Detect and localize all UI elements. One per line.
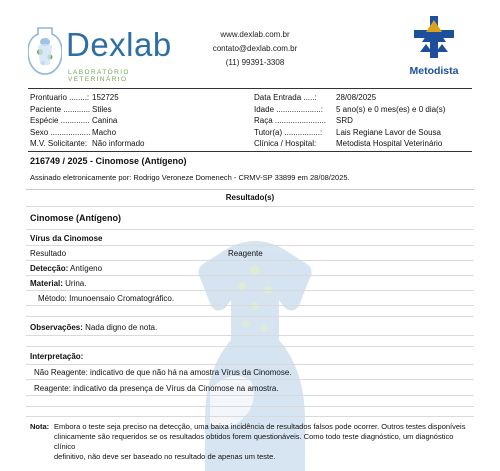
interpretation-line: Não Reagente: indicativo de que não há na amostra Vírus da Cinomose. [34, 368, 292, 377]
row-divider [26, 335, 474, 336]
signature-line: Assinado eletronicamente por: Rodrigo Veroneze Domenech - CRMV-SP 33899 em 28/08/2025. [30, 173, 350, 182]
value-sexo: Macho [92, 127, 117, 137]
label-sexo: Sexo .................. [30, 127, 91, 137]
result-label: Resultado [30, 249, 67, 258]
row-divider [26, 260, 474, 261]
metodista-cross-icon [412, 16, 456, 58]
dexlab-logo [28, 24, 188, 83]
row-divider [26, 316, 474, 317]
email-link[interactable]: contato@dexlab.com.br [212, 44, 298, 53]
detection-label: Detecção: [30, 264, 69, 273]
material-value: Urina. [65, 279, 87, 288]
results-header-line [26, 206, 474, 207]
row-divider [26, 275, 474, 276]
report-header [0, 0, 500, 88]
row-divider [26, 305, 474, 306]
value-prontuario: 152725 [92, 93, 119, 102]
material-label: Material: [30, 279, 63, 288]
exam-title: 216749 / 2025 - Cinomose (Antígeno) [30, 156, 187, 166]
value-tutor: Lais Regiane Lavor de Sousa [336, 127, 441, 137]
logo-wordmark: Dexlab [66, 26, 172, 63]
label-clinica: Clínica / Hospital: [254, 139, 317, 149]
row-divider [26, 229, 474, 230]
row-divider [26, 346, 474, 347]
label-idade: Idade ....................: [254, 104, 323, 114]
interpretation-label: Interpretação: [30, 352, 84, 361]
label-paciente: Paciente ............ [30, 104, 91, 114]
row-divider [26, 379, 474, 380]
header-divider [28, 88, 472, 89]
subsection-title: Vírus da Cinomose [30, 234, 103, 243]
info-divider [28, 151, 472, 152]
label-especie: Espécie ............. [30, 116, 90, 126]
observations-value: Nada digno de nota. [85, 323, 158, 332]
detection-row [30, 264, 102, 273]
row-divider [26, 406, 474, 407]
nota-body [54, 422, 474, 462]
method-text: Método: Imunoensaio Cromatográfico. [38, 294, 175, 303]
dog-bottle-icon [28, 24, 62, 76]
row-divider [26, 290, 474, 291]
metodista-label: Metodista [409, 65, 459, 77]
value-clinica: Metodista Hospital Veterinário [336, 139, 443, 149]
value-solicitante: Não informado [92, 139, 145, 149]
row-divider [26, 395, 474, 396]
result-value: Reagente [228, 249, 263, 258]
section-title: Cinomose (Antígeno) [30, 213, 121, 223]
nota-line: Embora o teste seja preciso na detecção, uma baixa incidência de resultados falsos pode ocorrer. Outros testes disponíveis [54, 422, 466, 431]
nota-line: definitivo, não deve ser baseado no resultado de apenas um teste. [54, 452, 276, 461]
value-idade: 5 ano(s) e 0 mes(es) e 0 dia(s) [336, 104, 446, 114]
detection-value: Antígeno [70, 264, 103, 273]
label-tutor: Tutor(a) ................: [254, 127, 323, 137]
label-prontuario: Prontuario ........: [30, 93, 90, 102]
label-solicitante: M.V. Solicitante: [30, 139, 88, 149]
interpretation-line: Reagente: indicativo da presença de Vírus da Cinomose na amostra. [34, 384, 279, 393]
value-data-entrada: 28/08/2025 [336, 93, 377, 102]
value-especie: Canina [92, 116, 118, 126]
logo-subtitle: LABORATÓRIO VETERINÁRIO [68, 69, 130, 83]
row-divider [26, 245, 474, 246]
nota-label: Nota: [30, 422, 50, 431]
results-header: Resultado(s) [225, 193, 275, 202]
label-data-entrada: Data Entrada .....: [254, 93, 317, 102]
value-paciente: Stiles [92, 104, 112, 114]
observations-label: Observações: [30, 323, 83, 332]
contact-block [200, 28, 310, 70]
observations-row [30, 323, 157, 332]
website-link[interactable]: www.dexlab.com.br [220, 30, 290, 39]
nota-line: clinicamente são requeridos se os resultados obtidos forem questionáveis. Como todo teste diagnóstico, um diagnóstico clínico [54, 432, 454, 451]
label-raca: Raça ....................... [254, 116, 327, 126]
material-row [30, 279, 86, 288]
row-divider [26, 416, 474, 417]
phone-number: (11) 99391-3308 [225, 58, 285, 67]
value-raca: SRD [336, 116, 353, 126]
metodista-logo [396, 16, 472, 77]
row-divider [26, 364, 474, 365]
